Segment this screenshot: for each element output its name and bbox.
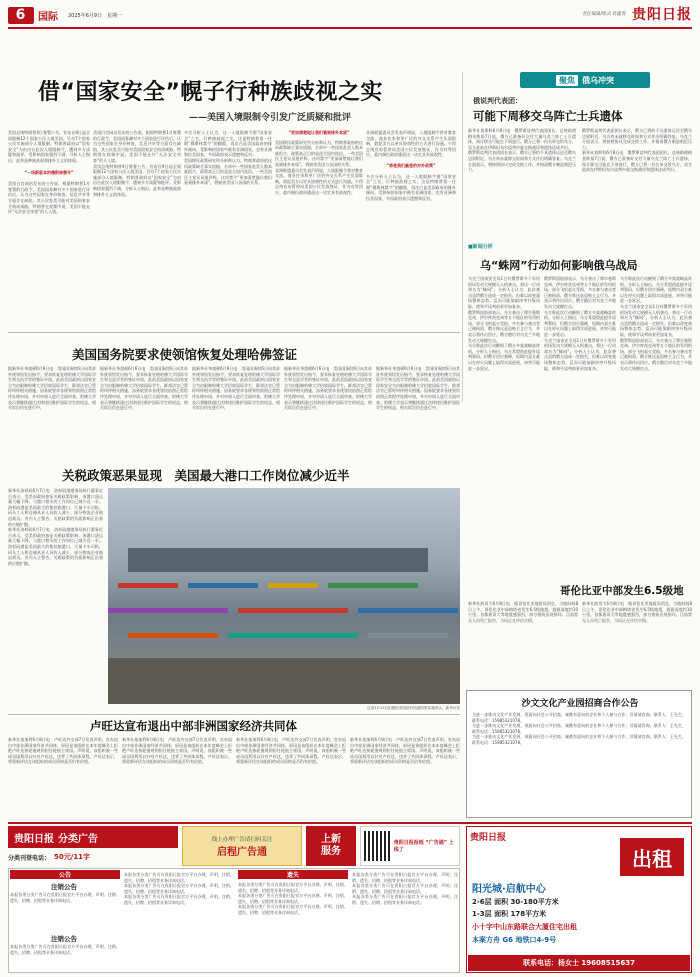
rental-line-2: 1-3层 面积 178平方米 <box>472 910 547 918</box>
ad-banner[interactable] <box>182 826 302 866</box>
focus-label: 聚焦 <box>556 75 578 86</box>
subheading-3: “将是我们最差的对外政策” <box>386 162 436 168</box>
subhead-travel-ban: ——美国入境限制令引发广泛质疑和批评 <box>188 113 351 123</box>
headline-harvard: 美国国务院要求使领馆恢复处理哈佛签证 <box>72 347 298 361</box>
headline-port: 关税政策恶果显现 美国最大港口工作岗位减少近半 <box>62 468 350 482</box>
section-rule <box>8 332 460 333</box>
focus-title: 俄乌冲突 <box>582 75 614 85</box>
headline-travel-ban: 借“国家安全”幌子行种族歧视之实 <box>38 80 383 105</box>
notice-title: 沙文文化产业园招商合作公告 <box>521 699 639 708</box>
port-article: 新华社洛杉矶6月7日电 洛杉矶港港务局执行董事近日表示，受美国政府加征关税政策影响，该港口货运量大幅下降，与港口相关的工作岗位已减少近一半。洛杉矶港是美国最大的集装箱港口，大量卡车司机、码头工人和仓储从业人员收入减少，部分物流企业被迫裁员。业内人士警告，关税政策的负面影响正沿着供应链扩散。 新华社洛杉矶6月7日电 洛杉矶港港务局执行董事近日表示，受美国政府加征关税政策影响，该港口货运量大幅下降，与港口相关的工作岗位已减少近一半。洛杉矶港是美国最大的集装箱港口，大量卡车司机、码头工人和仓储从业人员收入减少，部分物流企业被迫裁员。业内人士警告，关税政策的负面影响正沿着供应链扩散。 <box>8 488 103 566</box>
page-header <box>8 5 168 25</box>
new-service-badge: 上新 服务 <box>306 826 356 866</box>
kicker: 俄说判代表团： <box>473 97 522 105</box>
subheading-2: “更加清楚地让我们看到排外本质” <box>288 130 350 135</box>
page-number-badge: 6 <box>8 7 34 24</box>
banner-line-1: 线上办理广告请扫码关注 <box>211 836 273 843</box>
subheading-1: “一场新版本的穆斯林禁令” <box>24 169 74 175</box>
cancel-notice-1: 注销公告 <box>51 883 77 891</box>
column-divider <box>462 72 465 402</box>
article-col-3: 多名分析人士认为，这一入境限制令借“国家安全”之名，行种族歧视之实。这是特朗普第一任期“穆斯林禁令”的翻版，再次凸显美国政府的排外倾向。受影响的国家中既有非洲国家，也有亚洲和拉美国家，多国政府表示遗憾和反对。 美国移民政策研究所分析师认为，特朗普政府的这项政策缺乏事实依据，名单中一些国家赴美人数本就很少，政策真正目的是迎合国内选民。一些美国民主党议员批评称，这项禁令“更加清楚地让我们看到排外本质”，将损害美国与各国的关系。 <box>184 130 272 186</box>
harvard-col-2: 据新华社华盛顿6月6日电 美国国务院6日向其驻外使领馆发出指令，要求恢复处理哈佛大学国际学生和交流学者的签证申请。此前美国政府以国家安全为由限制哈佛大学招收国际学生，联邦法官已暂时叫停相关措施。国务院要求各使领馆依照正常程序处理申请，并对申请人进行全面审查。哈佛大学表示将继续通过法律途径维护国际学生的权益，相关诉讼仍在进行中。 <box>100 366 188 411</box>
notice-header: 公告 <box>10 870 120 879</box>
banner-line-2: 启程广告通 <box>217 846 267 858</box>
harvard-col-5: 据新华社华盛顿6月6日电 美国国务院6日向其驻外使领馆发出指令，要求恢复处理哈佛大学国际学生和交流学者的签证申请。此前美国政府以国家安全为由限制哈佛大学招收国际学生，联邦法官已暂时叫停相关措施。国务院要求各使领馆依照正常程序处理申请，并对申请人进行全面审查。哈佛大学表示将继续通过法律途径维护国际学生的权益，相关诉讼仍在进行中。 <box>376 366 460 411</box>
rwanda-col-1: 新华社基加利6月8日电 卢旺达外交部7日发表声明，宣布退出中部非洲国家经济共同体，原因是该组织在本年度峰会上拒绝卢旺达按轮值规则担任轮值主席国。声明说，该组织被一些成员国利用以针对卢旺达，违背了共同体章程。卢旺达表示，将重新评估在该组织的成员资格是否仍有价值。 <box>8 737 118 765</box>
article-col-4: “更加清楚地让我们看到排外本质” 美国移民政策研究所分析师认为，特朗普政府的这项政策缺乏事实依据，名单中一些国家赴美人数本就很少，政策真正目的是迎合国内选民。一些美国民主党议员批评称，这项禁令“更加清楚地让我们看到排外本质”，将损害美国与各国的关系。 非洲联盟委员会发表声明说，入境限制令将对教育交流、商业往来和更广泛的外交关系产生负面影响，敦促美方以更具协商性的方式进行沟通。乍得总统宣布暂停向美国公民发放签证，作为对等回应。委内瑞拉政府谴责这一决定具有歧视性。 <box>275 130 363 195</box>
rental-line-4: 本案方舟 G6 地铁口4-9号 <box>472 936 557 944</box>
analysis-col-3: 乌方称此次行动摧毁了俄方多架战略轰炸机。分析人士指出，乌方希望借此提升谈判筹码，但俄方回应强硬，短期内双方难以在停火问题上取得实质进展，冲突可能进一步延宕。 乌克兰国家安全局1日对俄罗斯多个军用机场发动大规模无人机袭击，将这一行动命名为“蛛网”。分析人士认为，此次袭击虽给俄方造成一定损失，但难以改变战场整体态势，反而可能加剧冲突升级风险，使和平谈判前景更加复杂。 俄罗斯国防部表示，乌方袭击了摩尔曼斯克州、伊尔库茨克州等五个地区的军用机场，部分飞机起火受损，多名参与袭击者已被拘留。俄方称这是恐怖主义行为，并表示将作出回应。俄方随后对乌克兰多地发动大规模打击。 <box>620 276 692 371</box>
remains-col-2: 俄罗斯谈判代表团团长表示，俄方已将约千具遗体运送至俄乌边界附近，乌方尚未就移交时间和方式作出明确答复。乌克兰方面表示，将按照协议完成交换工作，并指责俄方制造舆论压力。 新华社莫斯科6月8日电 俄罗斯谈判代表团团长、总统助理梅金斯基7日说，俄方已准备好交付大量乌克兰阵亡士兵遗体，预计移交可能在下周进行。俄方已将一份名单交给乌方，双方此前在伊斯坦布尔谈判中就交换战俘和遗体达成共识。 <box>582 128 692 173</box>
qr-code-icon[interactable] <box>364 831 391 861</box>
classified-text-2: 本报各类分类广告可在贵阳日报官方平台办理，声明、注销、遗失、招聘、招租等业务详询电话。 <box>10 944 120 955</box>
remains-col-1: 新华社莫斯科6月8日电 俄罗斯谈判代表团团长、总统助理梅金斯基7日说，俄方已准备好交付大量乌克兰阵亡士兵遗体，预计移交可能在下周进行。俄方已将一份名单交给乌方，双方此前在伊斯坦布尔谈判中就交换战俘和遗体达成共识。 俄罗斯谈判代表团团长表示，俄方已将约千具遗体运送至俄乌边界附近，乌方尚未就移交时间和方式作出明确答复。乌克兰方面表示，将按照协议完成交换工作，并指责俄方制造舆论压力。 <box>468 128 576 173</box>
headline-remains: 可能下周移交乌阵亡士兵遗体 <box>473 109 623 122</box>
rental-line-1: 2-6层 面积 30-180平方米 <box>472 898 559 906</box>
ads-logo: 贵阳日报 <box>14 833 54 845</box>
article-col-2: 美国白宫网站发布的公告说，根据特朗普1月签署的行政令，美国国务卿对多个国家进行评估后，认为这些国家在身份核查、信息共享等方面存在缺陷，其公民赴美可能对美国国家安全构成威胁。特朗普在视频中说，美国不能允许“无法安全审查”的人入境。 美国总统特朗普4日签署公告，宣布自9日起全面限制12个国家公民入境美国，另对7个国家公民实施部分入境限制。特朗普政府以“国家安全”为由出台此次入境限制令，遭到多方质疑和批评。受影响国家强烈不满，分析人士指出，此举是种族歧视和排外主义的体现。 <box>93 130 181 197</box>
section-label: 国际 <box>38 11 58 23</box>
headline-earthquake: 哥伦比亚中部发生6.5级地 <box>560 585 684 597</box>
photo-caption: 这是5月13日拍摄的美国洛杉矶港的集装箱码头。新华社发 <box>366 706 460 710</box>
qr-promo[interactable] <box>360 826 460 866</box>
classified-text-3: 本报各类分类广告可在贵阳日报官方平台办理，声明、注销、遗失、招聘、招租等业务详询电话。 本报各类分类广告可在贵阳日报官方平台办理，声明、注销、遗失、招聘、招租等业务详询电话。 本报各类分类广告可在贵阳日报官方平台办理，声明、注销、遗失、招聘、招租等业务详询电话。 <box>124 872 234 905</box>
newspaper-logo: 贵阳日报 <box>632 7 692 23</box>
classified-price-row <box>8 850 178 864</box>
analysis-tag: ■新闻分析 <box>468 244 493 250</box>
headline-spiderweb: 乌“蛛网”行动如何影响俄乌战局 <box>480 259 638 271</box>
qr-text: 贵阳日报报纸 “广告通” 上线了 <box>393 840 454 853</box>
earthquake-col-2: 新华社波哥大6月8日电 据哥伦比亚地质局消息，当地时间8日上午，哥伦比亚中部梅塔省发生6.5级地震，震源深度约10公里。首都波哥大等地震感强烈，部分建筑出现损坏。目前暂无人员死亡报告，当局正在评估灾情。 <box>582 601 692 623</box>
ads-title: 分类广告 <box>58 833 98 845</box>
notice-text: 为进一步推动文化产业发展，现面向社会公开招商，诚邀有意向的企业和个人参与合作，详情请咨询。联系人：王先生，联系电话：15985321078。 为进一步推动文化产业发展，现面向社会公开招商，诚邀有意向的企业和个人参与合作，详情请咨询。联系人：王先生，联系电话：15985321078。 为进一步推动文化产业发展，现面向社会公开招商，诚邀有意向的企业和个人参与合作，详情请咨询。联系人：王先生，联系电话：15985321078。 <box>472 712 686 745</box>
rental-title: 阳光城·启航中心 <box>472 884 546 894</box>
rental-contact: 联系电话：杨女士 19608515637 <box>468 955 690 971</box>
rwanda-col-4: 新华社基加利6月8日电 卢旺达外交部7日发表声明，宣布退出中部非洲国家经济共同体，原因是该组织在本年度峰会上拒绝卢旺达按轮值规则担任轮值主席国。声明说，该组织被一些成员国利用以针对卢旺达，违背了共同体章程。卢旺达表示，将重新评估在该组织的成员资格是否仍有价值。 <box>350 737 460 765</box>
rwanda-col-3: 新华社基加利6月8日电 卢旺达外交部7日发表声明，宣布退出中部非洲国家经济共同体，原因是该组织在本年度峰会上拒绝卢旺达按轮值规则担任轮值主席国。声明说，该组织被一些成员国利用以针对卢旺达，违背了共同体章程。卢旺达表示，将重新评估在该组织的成员资格是否仍有价值。 <box>236 737 346 765</box>
rental-line-3: 小十字中山东路联合大厦住宅出租 <box>472 923 577 931</box>
section-rule-2 <box>8 714 460 715</box>
price: 50元/11字 <box>54 853 91 861</box>
analysis-col-1: 乌克兰国家安全局1日对俄罗斯多个军用机场发动大规模无人机袭击，将这一行动命名为“蛛网”。分析人士认为，此次袭击虽给俄方造成一定损失，但难以改变战场整体态势，反而可能加剧冲突升级风险，使和平谈判前景更加复杂。 俄罗斯国防部表示，乌方袭击了摩尔曼斯克州、伊尔库茨克州等五个地区的军用机场，部分飞机起火受损，多名参与袭击者已被拘留。俄方称这是恐怖主义行为，并表示将作出回应。俄方随后对乌克兰多地发动大规模打击。 乌方称此次行动摧毁了俄方多架战略轰炸机。分析人士指出，乌方希望借此提升谈判筹码，但俄方回应强硬，短期内双方难以在停火问题上取得实质进展，冲突可能进一步延宕。 <box>468 276 540 371</box>
masthead <box>583 3 692 25</box>
analysis-col-2: 俄罗斯国防部表示，乌方袭击了摩尔曼斯克州、伊尔库茨克州等五个地区的军用机场，部分飞机起火受损，多名参与袭击者已被拘留。俄方称这是恐怖主义行为，并表示将作出回应。俄方随后对乌克兰多地发动大规模打击。 乌方称此次行动摧毁了俄方多架战略轰炸机。分析人士指出，乌方希望借此提升谈判筹码，但俄方回应强硬，短期内双方难以在停火问题上取得实质进展，冲突可能进一步延宕。 乌克兰国家安全局1日对俄罗斯多个军用机场发动大规模无人机袭击，将这一行动命名为“蛛网”。分析人士认为，此次袭击虽给俄方造成一定损失，但难以改变战场整体态势，反而可能加剧冲突升级风险，使和平谈判前景更加复杂。 <box>544 276 616 371</box>
cancel-notice-2: 注销公告 <box>51 935 77 943</box>
rwanda-col-2: 新华社基加利6月8日电 卢旺达外交部7日发表声明，宣布退出中部非洲国家经济共同体，原因是该组织在本年度峰会上拒绝卢旺达按轮值规则担任轮值主席国。声明说，该组织被一些成员国利用以针对卢旺达，违背了共同体章程。卢旺达表示，将重新评估在该组织的成员资格是否仍有价值。 <box>122 737 232 765</box>
classified-bar <box>8 826 178 848</box>
harvard-col-4: 据新华社华盛顿6月6日电 美国国务院6日向其驻外使领馆发出指令，要求恢复处理哈佛大学国际学生和交流学者的签证申请。此前美国政府以国家安全为由限制哈佛大学招收国际学生，联邦法官已暂时叫停相关措施。国务院要求各使领馆依照正常程序处理申请，并对申请人进行全面审查。哈佛大学表示将继续通过法律途径维护国际学生的权益，相关诉讼仍在进行中。 <box>284 366 372 411</box>
for-rent-badge: 出租 <box>620 838 684 876</box>
article-col-5: 非洲联盟委员会发表声明说，入境限制令将对教育交流、商业往来和更广泛的外交关系产生负面影响，敦促美方以更具协商性的方式进行沟通。乍得总统宣布暂停向美国公民发放签证，作为对等回应。委内瑞拉政府谴责这一决定具有歧视性。 “将是我们最差的对外政策” 多名分析人士认为，这一入境限制令借“国家安全”之名，行种族歧视之实。这是特朗普第一任期“穆斯林禁令”的翻版，再次凸显美国政府的排外倾向。受影响的国家中既有非洲国家，也有亚洲和拉美国家，多国政府表示遗憾和反对。 <box>366 130 456 201</box>
port-photo <box>108 488 460 704</box>
phone-label: 分类刊登电话： <box>8 854 51 862</box>
classified-text-5: 本报各类分类广告可在贵阳日报官方平台办理，声明、注销、遗失、招聘、招租等业务详询电话。 本报各类分类广告可在贵阳日报官方平台办理，声明、注销、遗失、招聘、招租等业务详询电话。 本报各类分类广告可在贵阳日报官方平台办理，声明、注销、遗失、招聘、招租等业务详询电话。 <box>352 872 458 905</box>
headline-rwanda: 卢旺达宣布退出中部非洲国家经济共同体 <box>90 719 297 732</box>
rental-ad-logo: 贵阳日报 <box>470 833 507 843</box>
classified-text-1: 本报各类分类广告可在贵阳日报官方平台办理，声明、注销、遗失、招聘、招租等业务详询电话。 <box>10 892 120 903</box>
header-rule <box>8 27 692 29</box>
earthquake-col-1: 新华社波哥大6月8日电 据哥伦比亚地质局消息，当地时间8日上午，哥伦比亚中部梅塔省发生6.5级地震，震源深度约10公里。首都波哥大等地震感强烈，部分建筑出现损坏。目前暂无人员死亡报告，当局正在评估灾情。 <box>468 601 578 623</box>
focus-band <box>520 72 650 88</box>
editor-credit: 责任编辑/版式 蒋灌春 <box>582 12 626 17</box>
harvard-col-3: 据新华社华盛顿6月6日电 美国国务院6日向其驻外使领馆发出指令，要求恢复处理哈佛大学国际学生和交流学者的签证申请。此前美国政府以国家安全为由限制哈佛大学招收国际学生，联邦法官已暂时叫停相关措施。国务院要求各使领馆依照正常程序处理申请，并对申请人进行全面审查。哈佛大学表示将继续通过法律途径维护国际学生的权益，相关诉讼仍在进行中。 <box>192 366 280 411</box>
article-col-1: 美国总统特朗普4日签署公告，宣布自9日起全面限制12个国家公民入境美国，另对7个国家公民实施部分入境限制。特朗普政府以“国家安全”为由出台此次入境限制令，遭到多方质疑和批评。受影响国家强烈不满，分析人士指出，此举是种族歧视和排外主义的体现。 “一场新版本的穆斯林禁令” 美国白宫网站发布的公告说，根据特朗普1月签署的行政令，美国国务卿对多个国家进行评估后，认为这些国家在身份核查、信息共享等方面存在缺陷，其公民赴美可能对美国国家安全构成威胁。特朗普在视频中说，美国不能允许“无法安全审查”的人入境。 <box>8 130 90 215</box>
harvard-col-1: 据新华社华盛顿6月6日电 美国国务院6日向其驻外使领馆发出指令，要求恢复处理哈佛大学国际学生和交流学者的签证申请。此前美国政府以国家安全为由限制哈佛大学招收国际学生，联邦法官已暂时叫停相关措施。国务院要求各使领馆依照正常程序处理申请，并对申请人进行全面审查。哈佛大学表示将继续通过法律途径维护国际学生的权益，相关诉讼仍在进行中。 <box>8 366 96 411</box>
issue-date: 2025年6月9日 星期一 <box>68 12 123 19</box>
classified-text-4: 本报各类分类广告可在贵阳日报官方平台办理，声明、注销、遗失、招聘、招租等业务详询电话。 本报各类分类广告可在贵阳日报官方平台办理，声明、注销、遗失、招聘、招租等业务详询电话。 本报各类分类广告可在贵阳日报官方平台办理，声明、注销、遗失、招聘、招租等业务详询电话。 <box>238 882 348 915</box>
ads-top-rule <box>8 822 692 824</box>
lost-header: 遗失 <box>238 870 348 879</box>
